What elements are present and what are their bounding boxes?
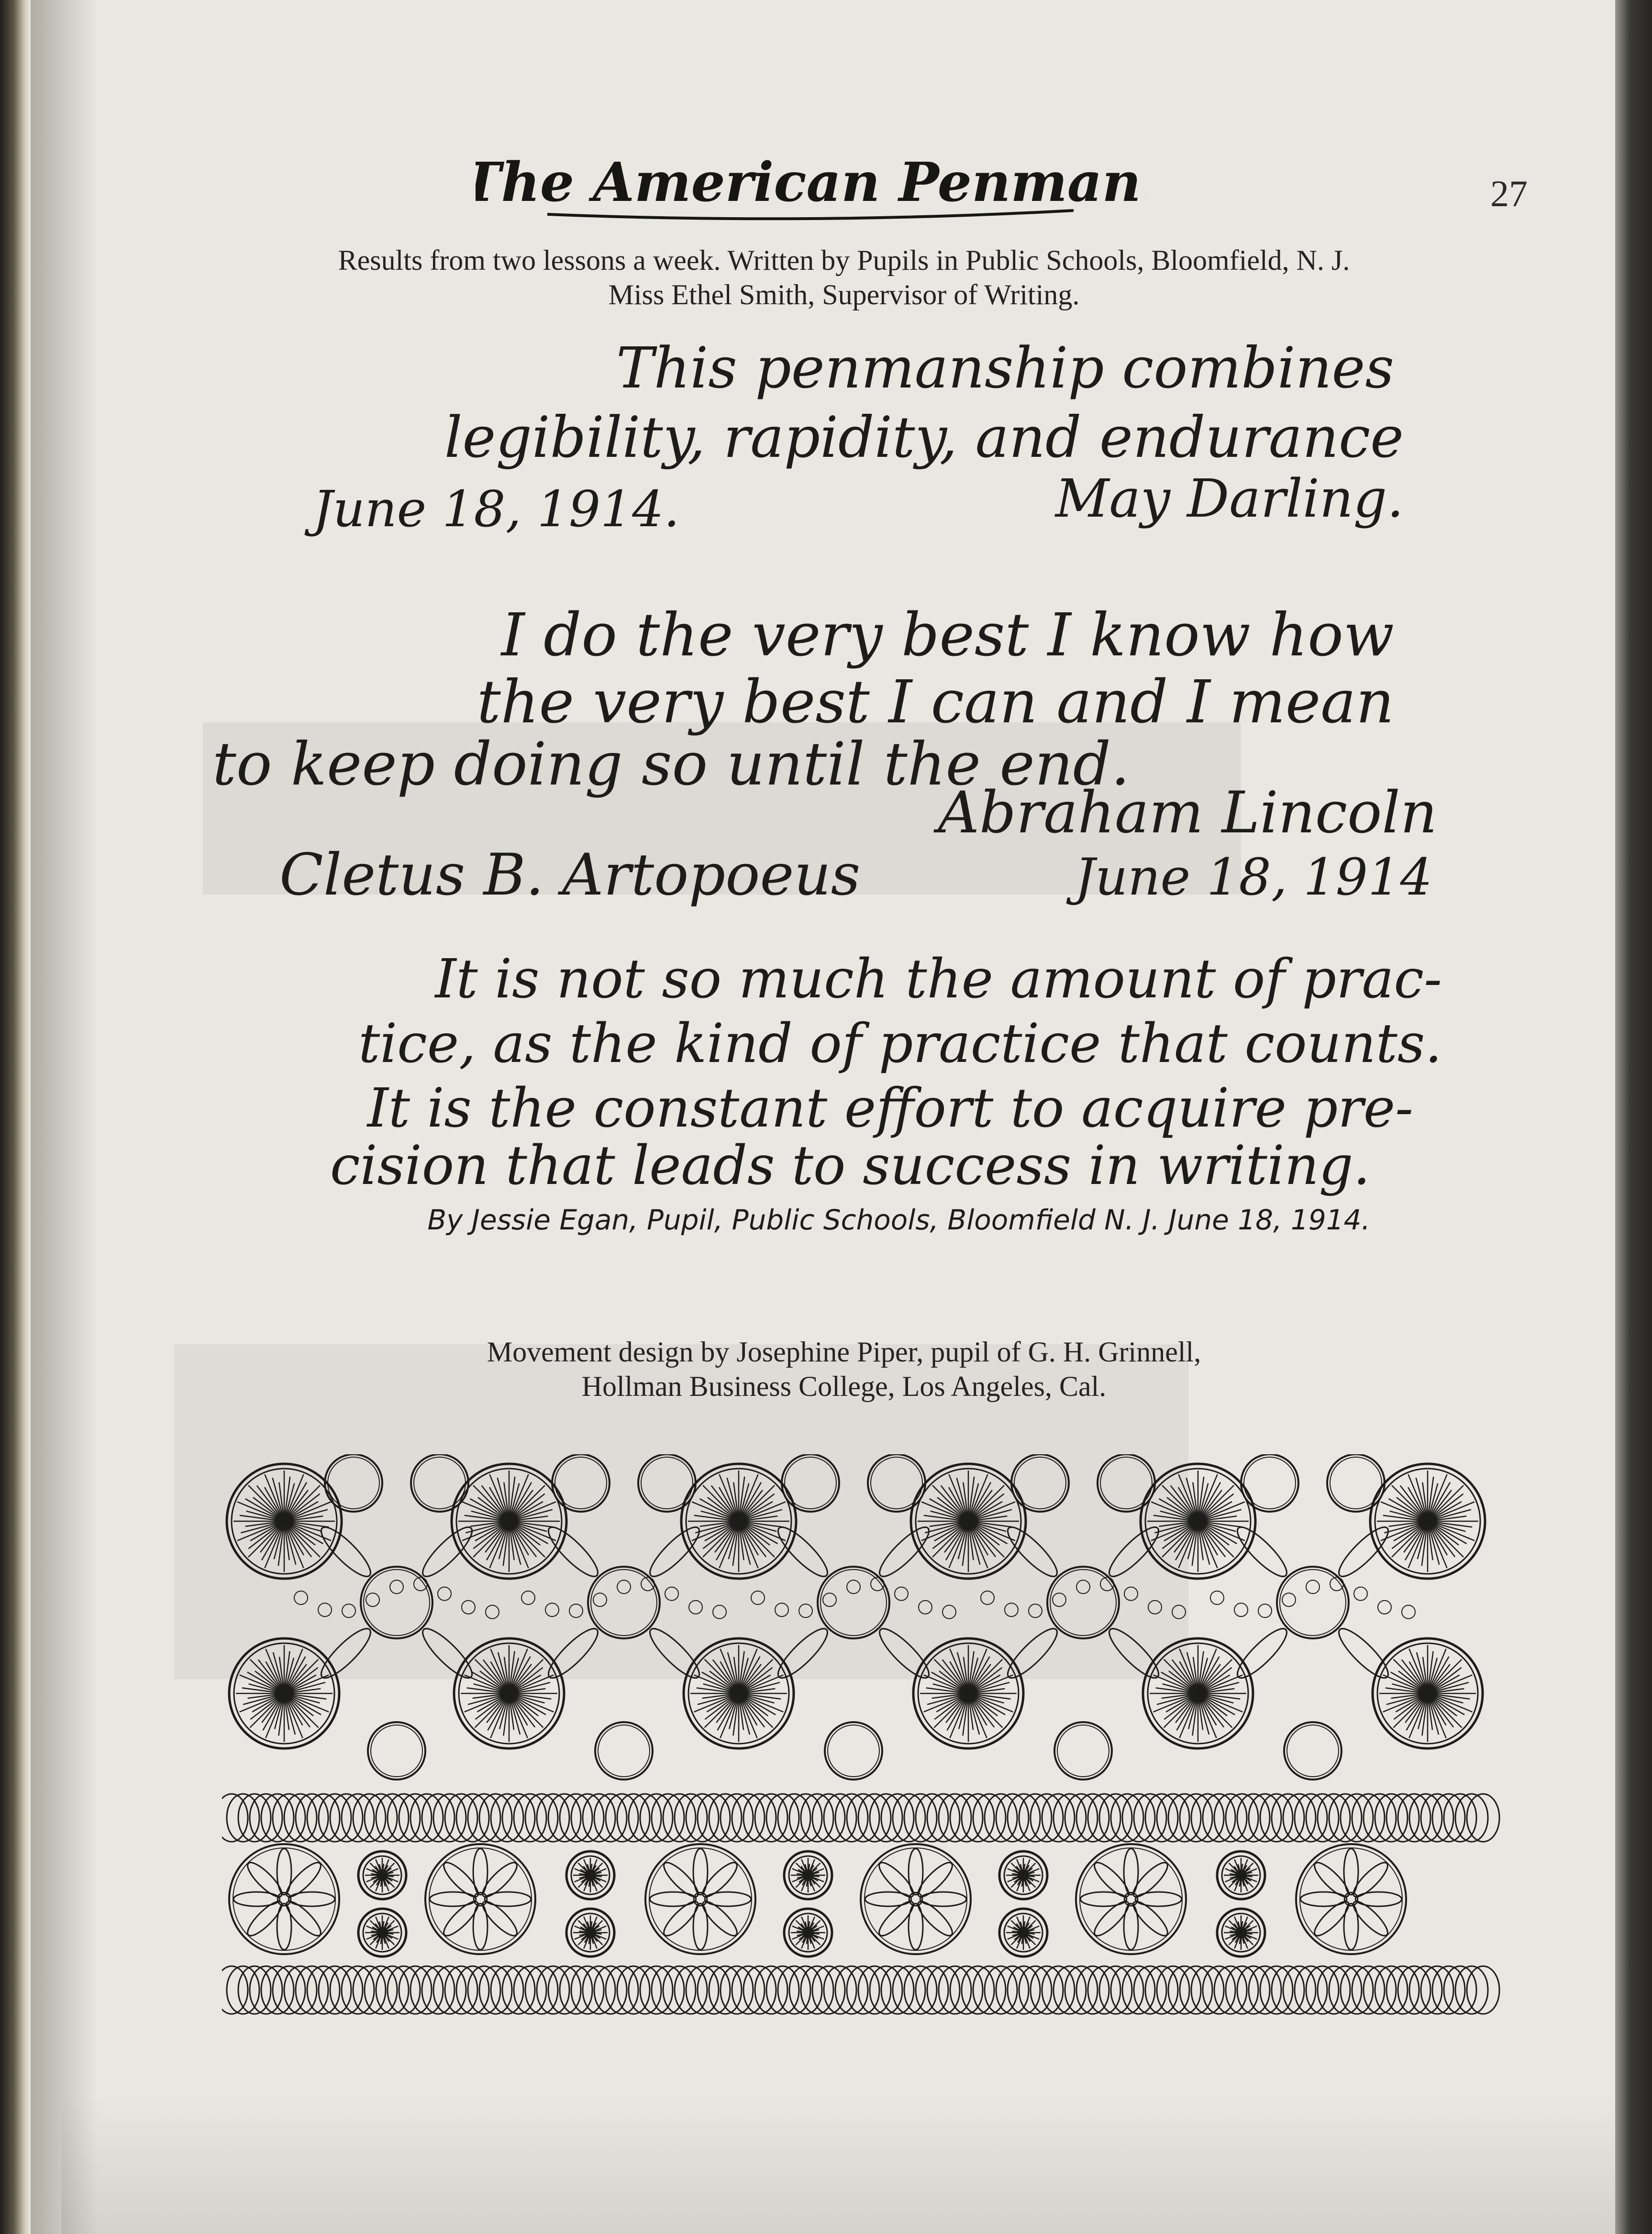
specimen-3-line-1: It is not so much the amount of prac- [435,948,1442,1010]
mini-burst-a-2-ray [808,1874,814,1875]
specimen-1-signature: May Darling. [1055,468,1404,529]
chain-bead-2 [919,1601,932,1614]
chain-bead-2 [799,1604,812,1617]
flower-3-rim [861,1844,971,1954]
book-edge-right [1615,0,1652,2234]
link-ring-b-3-inner [1100,1457,1152,1509]
base-ring-0-inner [371,1725,422,1777]
mini-burst-b-1-ray [590,1932,596,1933]
chain-bead-3 [981,1591,994,1604]
specimen-2-line-3: to keep doing so until the end. [212,730,1130,799]
masthead [476,144,1145,234]
link-ring-a-1-inner [555,1457,607,1509]
page-bottom-shade [61,2095,1646,2234]
specimen-2-signature: Cletus B. Artopoeus [279,842,861,908]
link-ring-a-3 [1011,1454,1069,1512]
spoke-oval-2 [874,1623,934,1683]
flower-1-rim [425,1844,535,1954]
spoke-oval-1 [543,1623,603,1683]
design-caption [270,1335,1418,1404]
chain-bead-4 [1378,1601,1391,1614]
chain-bead-2 [942,1605,956,1619]
chain-bead-3 [1029,1604,1042,1617]
coil-band-1-loop [222,1794,248,1842]
base-ring-4 [1284,1722,1342,1780]
flower-2-rim [645,1844,755,1954]
spoke-oval-0 [315,1623,376,1683]
chain-bead-0 [438,1587,451,1601]
spoke-oval-3 [1103,1623,1164,1683]
specimen-2-line-1: I do the very best I know how [501,603,1394,670]
chain-bead-1 [665,1587,678,1601]
chain-bead-1 [569,1604,583,1617]
link-ring-a-4 [1241,1454,1298,1512]
specimen-2-date: June 18, 1914 [1075,848,1432,907]
spoke-oval-4 [1231,1623,1292,1683]
chain-bead-2 [895,1587,908,1601]
flower-4-rim [1076,1844,1186,1954]
link-ring-b-0-inner [414,1457,466,1509]
chain-bead-4 [1354,1587,1367,1601]
chain-bead-1 [521,1591,535,1604]
specimen-3-byline: By Jessie Egan, Pupil, Public Schools, Bloomfield N. J. June 18, 1914. [427,1204,1370,1236]
base-ring-3-inner [1057,1725,1109,1777]
spoke-oval-0 [315,1521,376,1582]
chain-bead-3 [1076,1580,1090,1593]
chain-bead-1 [617,1580,631,1593]
link-ring-b-1-inner [641,1457,693,1509]
specimen-1-date: June 18, 1914. [313,480,680,538]
link-ring-b-2-inner [871,1457,922,1509]
chain-bead-1 [689,1601,702,1614]
mini-burst-a-1-ray [590,1874,596,1875]
specimen-1-line-2: legibility, rapidity, and endurance [444,404,1404,470]
chain-bead-2 [775,1603,788,1616]
masthead-title: The American Penman. [476,151,1145,214]
chain-bead-4 [1234,1603,1248,1616]
intro-caption-line-1: Results from two lessons a week. Written by Pupils in Public Schools, Bloomfield, N. J. [338,244,1350,276]
spoke-oval-4 [1333,1623,1394,1683]
spoke-oval-0 [417,1623,477,1683]
base-ring-3 [1054,1722,1112,1780]
chain-bead-4 [1210,1591,1224,1604]
specimen-2-attribution: Abraham Lincoln [938,780,1437,846]
hub-ring-4-inner [1280,1570,1346,1636]
spoke-oval-0 [417,1521,477,1582]
chain-bead-0 [366,1593,379,1606]
handwriting-specimen-1 [31,335,1615,550]
spoke-oval-1 [644,1623,705,1683]
link-ring-b-4 [1327,1454,1385,1512]
design-caption-line-2: Hollman Business College, Los Angeles, Cal. [581,1371,1107,1402]
link-ring-b-0 [411,1454,468,1512]
hub-ring-0-inner [364,1570,430,1636]
chain-bead-3 [1005,1603,1018,1616]
base-ring-1 [595,1722,653,1780]
chain-bead-4 [1306,1580,1319,1593]
link-ring-a-3-inner [1014,1457,1066,1509]
spoke-oval-2 [772,1623,833,1683]
chain-bead-4 [1258,1604,1272,1617]
handwriting-specimen-3 [31,942,1615,1239]
mini-burst-a-4-ray [1241,1874,1247,1875]
spoke-oval-3 [1002,1623,1063,1683]
specimen-2-line-2: the very best I can and I mean [477,668,1394,737]
chain-bead-0 [486,1605,499,1619]
specimen-3-line-3: It is the constant effort to acquire pre- [367,1077,1413,1139]
link-ring-a-0 [325,1454,382,1512]
hub-ring-1-inner [591,1570,657,1636]
chain-bead-0 [462,1601,475,1614]
mini-burst-a-3-ray [1023,1874,1029,1875]
base-ring-2-inner [828,1725,879,1777]
chain-bead-3 [1124,1587,1138,1601]
chain-bead-0 [390,1580,403,1593]
intro-caption-line-2: Miss Ethel Smith, Supervisor of Writing. [608,279,1080,310]
link-ring-b-4-inner [1330,1457,1382,1509]
specimen-3-line-4: cision that leads to success in writing. [330,1135,1370,1197]
chain-bead-1 [713,1605,726,1619]
chain-bead-0 [318,1603,332,1616]
masthead-logo [476,144,1145,234]
handwriting-specimen-2 [31,603,1615,914]
chain-bead-2 [751,1591,765,1604]
book-spine-left [0,0,31,2234]
link-ring-a-0-inner [328,1457,379,1509]
chain-bead-0 [294,1591,308,1604]
link-ring-b-3 [1098,1454,1155,1512]
design-caption-line-1: Movement design by Josephine Piper, pupil of G. H. Grinnell, [487,1336,1201,1368]
link-ring-a-2 [782,1454,839,1512]
coil-band-2-loop [222,1966,248,2014]
chain-bead-4 [1282,1593,1296,1606]
flower-0-rim [229,1844,339,1954]
link-ring-a-2-inner [785,1457,836,1509]
link-ring-a-1 [552,1454,610,1512]
page-number: 27 [1490,173,1528,214]
link-ring-a-4-inner [1244,1457,1296,1509]
mini-burst-b-3-ray [1023,1932,1029,1933]
mini-burst-b-0-ray [382,1932,388,1933]
chain-bead-2 [847,1580,860,1593]
flower-5-rim [1296,1844,1406,1954]
specimen-3-line-2: tice, as the kind of practice that counts. [358,1013,1442,1075]
base-ring-0 [368,1722,425,1780]
chain-bead-3 [1172,1605,1186,1619]
chain-bead-2 [823,1593,836,1606]
base-ring-1-inner [598,1725,650,1777]
base-ring-4-inner [1287,1725,1339,1777]
base-ring-2 [825,1722,882,1780]
hub-ring-3-inner [1050,1570,1116,1636]
chain-bead-4 [1402,1605,1415,1619]
movement-design-illustration [222,1454,1504,2028]
mini-burst-b-2-ray [808,1932,814,1933]
chain-bead-3 [1148,1601,1162,1614]
intro-caption [174,243,1514,312]
chain-bead-1 [545,1603,559,1616]
specimen-1-line-1: This penmanship combines [616,335,1394,401]
hub-ring-2-inner [820,1570,887,1636]
chain-bead-3 [1053,1593,1066,1606]
mini-burst-b-4-ray [1241,1932,1247,1933]
chain-bead-0 [342,1604,355,1617]
link-ring-b-1 [638,1454,696,1512]
link-ring-b-2 [868,1454,925,1512]
movement-design-drawing [222,1454,1504,2028]
mini-burst-a-0-ray [382,1874,388,1875]
magazine-page [31,0,1615,2234]
chain-bead-1 [593,1593,607,1606]
